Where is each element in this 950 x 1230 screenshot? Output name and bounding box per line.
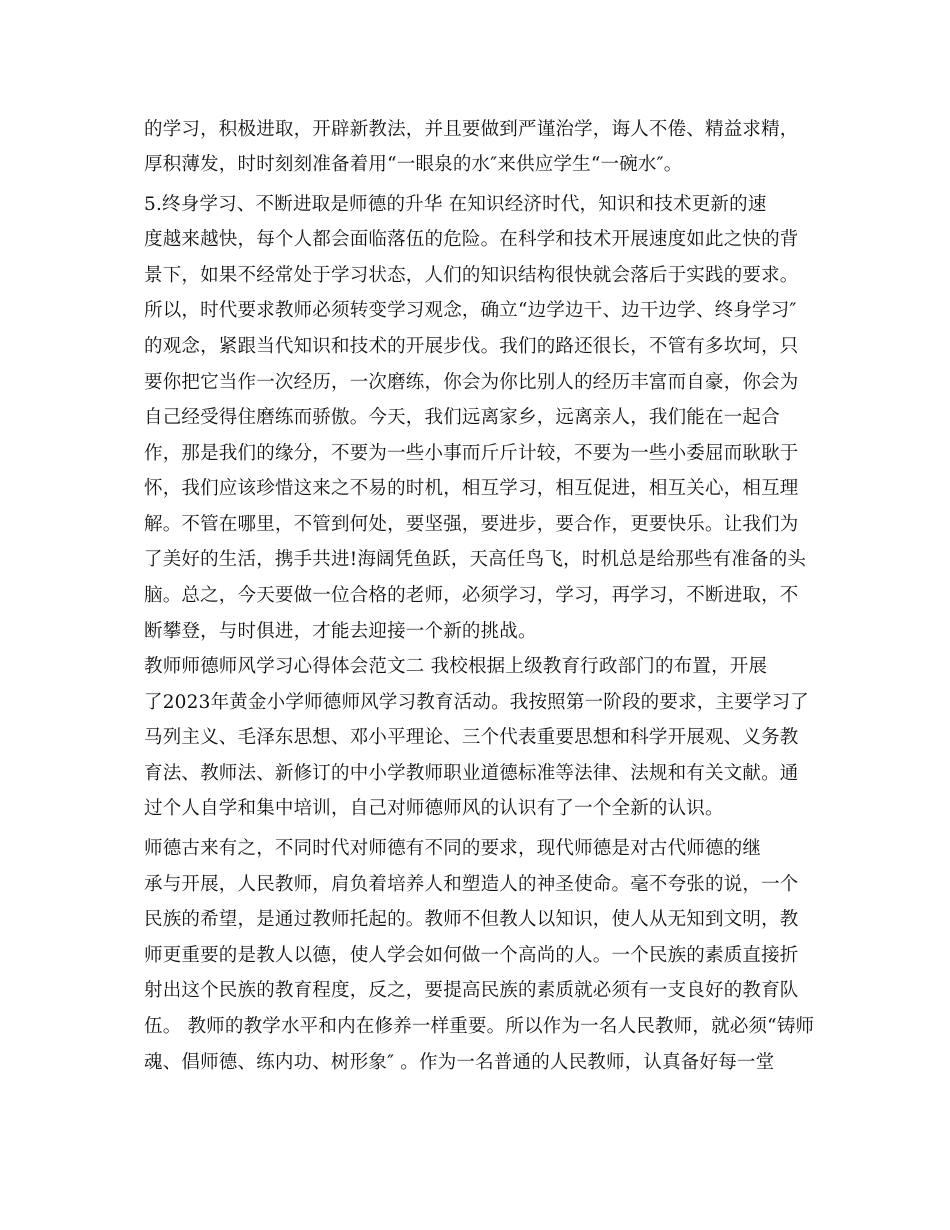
text-line: 所以，时代要求教师必须转变学习观念，确立“边学边干、边干边学、终身学习″	[144, 300, 797, 321]
text-line: 承与开展，人民教师，肩负着培养人和塑造人的神圣使命。毫不夸张的说，一个	[144, 874, 799, 895]
text-line: 魂、倡师德、练内功、树形象″ 。作为一名普通的人民教师，认真备好每一堂	[144, 1052, 775, 1073]
text-line: 自己经受得住磨练而骄傲。今天，我们远离家乡，远离亲人，我们能在一起合	[144, 407, 780, 428]
text-line: 脑。总之，今天要做一位合格的老师，必须学习，学习，再学习，不断进取，不	[144, 585, 799, 606]
text-line: 师更重要的是教人以德，使人学会如何做一个高尚的人。一个民族的素质直接折	[144, 945, 799, 966]
text-line: 解。不管在哪里，不管到何处，要坚强，要进步，要合作，更要快乐。让我们为	[144, 514, 799, 535]
text-line: 作，那是我们的缘分，不要为一些小事而斤斤计较，不要为一些小委屈而耿耿于	[144, 443, 799, 464]
section-heading-line: 教师师德师风学习心得体会范文二 我校根据上级教育行政部门的布置，开展	[144, 656, 768, 677]
text-line: 的学习，积极进取，开辟新教法，并且要做到严谨治学，诲人不倦、精益求精，	[144, 119, 799, 140]
text-line: 师德古来有之，不同时代对师德有不同的要求，现代师德是对古代师德的继	[144, 838, 762, 859]
text-line: 景下，如果不经常处于学习状态，人们的知识结构很快就会落后于实践的要求。	[144, 265, 799, 286]
text-line: 5.终身学习、不断进取是师德的升华 在知识经济时代，知识和技术更新的速	[144, 194, 767, 215]
text-line: 怀，我们应该珍惜这来之不易的时机，相互学习，相互促进，相互关心，相互理	[144, 478, 799, 499]
text-line: 伍。 教师的教学水平和内在修养一样重要。所以作为一名人民教师，就必须“铸师	[144, 1016, 815, 1037]
text-line: 要你把它当作一次经历，一次磨练，你会为你比别人的经历丰富而自豪，你会为	[144, 372, 799, 393]
text-line: 民族的希望，是通过教师托起的。教师不但教人以知识，使人从无知到文明，教	[144, 909, 799, 930]
text-line: 马列主义、毛泽东思想、邓小平理论、三个代表重要思想和科学开展观、义务教	[144, 727, 799, 748]
text-line: 厚积薄发，时时刻刻准备着用“一眼泉的水″来供应学生“一碗水″。	[144, 154, 683, 175]
text-line: 了美好的生活，携手共进!海阔凭鱼跃，天高任鸟飞，时机总是给那些有准备的头	[144, 549, 807, 570]
text-line: 育法、教师法、新修订的中小学教师职业道德标准等法律、法规和有关文献。通	[144, 763, 799, 784]
text-line: 了2023年黄金小学师德师风学习教育活动。我按照第一阶段的要求，主要学习了	[144, 692, 809, 713]
text-line: 射出这个民族的教育程度，反之，要提高民族的素质就必须有一支良好的教育队	[144, 980, 799, 1001]
text-line: 的观念，紧跟当代知识和技术的开展步伐。我们的路还很长，不管有多坎坷，只	[144, 336, 799, 357]
text-line: 断攀登，与时俱进，才能去迎接一个新的挑战。	[144, 621, 537, 642]
text-line: 度越来越快，每个人都会面临落伍的危险。在科学和技术开展速度如此之快的背	[144, 229, 799, 250]
text-line: 过个人自学和集中培训，自己对师德师风的认识有了一个全新的认识。	[144, 798, 724, 819]
